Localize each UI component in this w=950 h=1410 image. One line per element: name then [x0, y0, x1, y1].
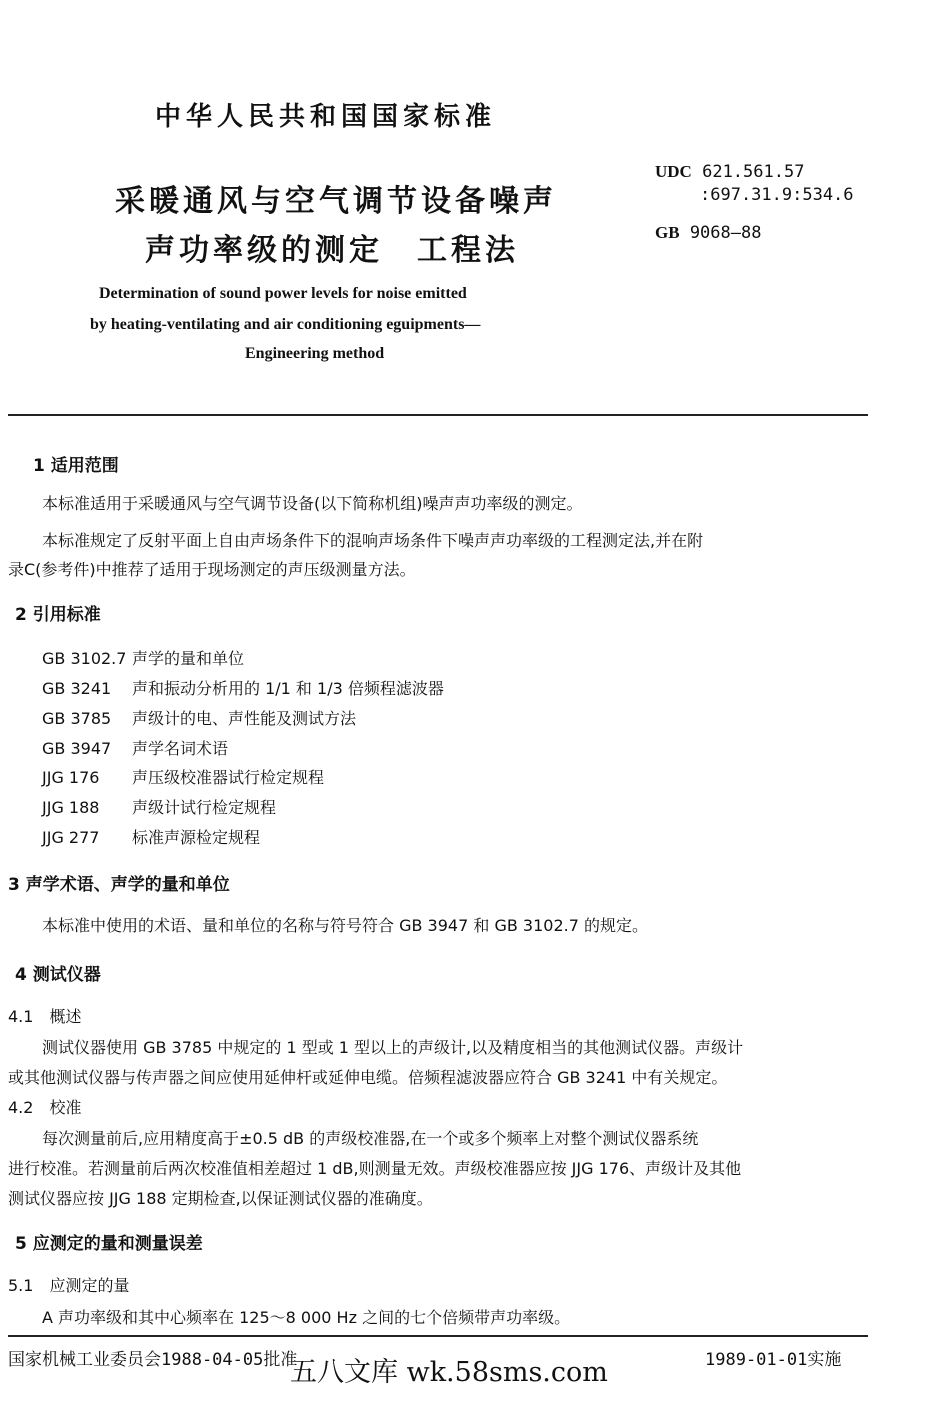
reference-item [42, 706, 356, 729]
reference-item [42, 765, 324, 788]
reference-code: GB 3241 [42, 679, 112, 698]
section-5-1-paragraph-1: A 声功率级和其中心频率在 125～8 000 Hz 之间的七个倍频带声功率级。 [42, 1308, 571, 1327]
reference-code: GB 3102.7 [42, 649, 127, 668]
reference-item [42, 825, 260, 848]
gb-number: 9068—88 [689, 223, 762, 243]
reference-code: JJG 188 [42, 798, 100, 817]
reference-name: 声级计试行检定规程 [132, 798, 277, 817]
section-1-paragraph-2a: 本标准规定了反射平面上自由声场条件下的混响声场条件下噪声声功率级的工程测定法,并在附 [42, 531, 704, 550]
footer-divider [8, 1335, 868, 1337]
reference-code: GB 3785 [42, 709, 112, 728]
section-4-2-title: 4.2 校准 [8, 1098, 82, 1117]
title-cn-line1: 采暖通风与空气调节设备噪声 [115, 184, 557, 219]
title-en-line2: by heating-ventilating and air conditioning eguipments— [90, 316, 481, 333]
section-4-2-paragraph-b: 进行校准。若测量前后两次校准值相差超过 1 dB,则测量无效。声级校准器应按 JJG 176、声级计及其他 [8, 1159, 742, 1178]
reference-name: 声级计的电、声性能及测试方法 [132, 709, 357, 728]
watermark-text: 五八文库 wk.58sms.com [290, 1357, 608, 1388]
reference-item [42, 736, 228, 759]
section-4-1-paragraph-a: 测试仪器使用 GB 3785 中规定的 1 型或 1 型以上的声级计,以及精度相当的其他测试仪器。声级计 [42, 1038, 744, 1057]
section-1-paragraph-1: 本标准适用于采暖通风与空气调节设备(以下简称机组)噪声声功率级的测定。 [42, 494, 583, 513]
section-4-2-paragraph-a: 每次测量前后,应用精度高于±0.5 dB 的声级校准器,在一个或多个频率上对整个测试仪器系统 [42, 1129, 699, 1148]
section-4-1-paragraph-b: 或其他测试仪器与传声器之间应使用延伸杆或延伸电缆。倍频程滤波器应符合 GB 3241 中有关规定。 [8, 1068, 728, 1087]
reference-code: GB 3947 [42, 739, 112, 758]
udc-block [655, 162, 804, 182]
reference-item [42, 795, 276, 818]
reference-code: JJG 176 [42, 768, 100, 787]
reference-name: 声学名词术语 [132, 739, 229, 758]
implementation-date: 1989-01-01实施 [705, 1350, 842, 1370]
section-4-1-title: 4.1 概述 [8, 1007, 82, 1026]
section-1-title: 1 适用范围 [33, 456, 119, 476]
section-5-1-title: 5.1 应测定的量 [8, 1276, 130, 1295]
section-3-paragraph-1: 本标准中使用的术语、量和单位的名称与符号符合 GB 3947 和 GB 3102.7 的规定。 [42, 916, 648, 935]
reference-name: 声学的量和单位 [132, 649, 245, 668]
reference-name: 声和振动分析用的 1/1 和 1/3 倍频程滤波器 [132, 679, 444, 698]
gb-label: GB [655, 223, 680, 242]
reference-name: 标准声源检定规程 [132, 828, 261, 847]
title-en-line1: Determination of sound power levels for noise emitted [99, 285, 467, 302]
section-3-title: 3 声学术语、声学的量和单位 [8, 875, 230, 895]
udc-line2: :697.31.9:534.6 [700, 185, 854, 205]
section-1-paragraph-2b: 录C(参考件)中推荐了适用于现场测定的声压级测量方法。 [8, 560, 416, 579]
section-4-2-paragraph-c: 测试仪器应按 JJG 188 定期检查,以保证测试仪器的准确度。 [8, 1189, 433, 1208]
section-5-title: 5 应测定的量和测量误差 [15, 1234, 203, 1254]
reference-name: 声压级校准器试行检定规程 [132, 768, 325, 787]
gb-number-block [655, 223, 761, 243]
section-2-title: 2 引用标准 [15, 605, 101, 625]
section-4-title: 4 测试仪器 [15, 965, 101, 985]
title-en-line3: Engineering method [245, 345, 385, 362]
title-cn-line2: 声功率级的测定 工程法 [145, 233, 519, 268]
udc-line1: 621.561.57 [702, 162, 805, 182]
reference-item [42, 676, 444, 699]
reference-item [42, 646, 244, 669]
udc-label: UDC [655, 162, 692, 181]
approval-date: 国家机械工业委员会1988-04-05批准 [8, 1350, 298, 1370]
reference-code: JJG 277 [42, 828, 100, 847]
header-divider [8, 414, 868, 416]
national-standard-heading: 中华人民共和国国家标准 [155, 102, 497, 132]
